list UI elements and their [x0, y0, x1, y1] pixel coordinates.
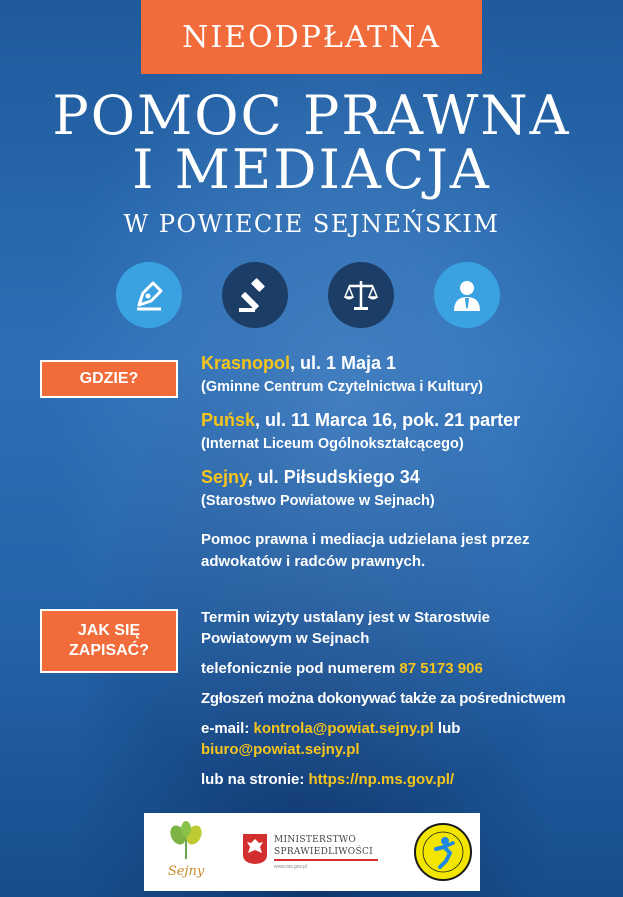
- location-note: (Starostwo Powiatowe w Sejnach): [201, 493, 435, 509]
- location-city: Krasnopol: [201, 353, 291, 373]
- title-line-1: POMOC PRAWNA: [52, 84, 571, 147]
- phone-number[interactable]: 87 5173 906: [399, 660, 483, 677]
- signup-line-1b: Powiatowym w Sejnach: [201, 630, 370, 647]
- ministry-url: www.ms.gov.pl: [274, 864, 307, 870]
- ministry-logo: [242, 827, 382, 877]
- gavel-icon: [222, 262, 288, 328]
- location-note: (Internat Liceum Ogólnokształcącego): [201, 436, 464, 452]
- description-line-1: Pomoc prawna i mediacja udzielana jest przez: [201, 531, 530, 548]
- alt-line: Zgłoszeń można dokonywać także za pośrednictwem: [201, 690, 566, 707]
- email-link-1[interactable]: kontrola@powiat.sejny.pl: [253, 720, 434, 737]
- top-banner: NIEODPŁATNA: [141, 0, 482, 74]
- lawyer-icon: [434, 262, 500, 328]
- phone-line: [201, 658, 611, 679]
- eagle-emblem-icon: [242, 833, 268, 865]
- signup-label: [40, 609, 178, 673]
- signup-label-line-2: ZAPISAĆ?: [69, 642, 149, 659]
- web-prefix: lub na stronie:: [201, 771, 309, 788]
- location-sejny: [201, 466, 611, 488]
- location-address: , ul. 1 Maja 1: [290, 353, 397, 373]
- signup-line-1a: Termin wizyty ustalany jest w Starostwie: [201, 609, 490, 626]
- logos-strip: [144, 813, 480, 891]
- where-label: GDZIE?: [40, 360, 178, 398]
- signup-label-line-1: JAK SIĘ: [77, 622, 141, 639]
- email-line: [201, 718, 611, 739]
- phone-prefix: telefonicznie pod numerem: [201, 660, 400, 677]
- location-punsk: [201, 409, 611, 431]
- location-city: Puńsk: [201, 410, 256, 430]
- web-link[interactable]: https://np.ms.gov.pl/: [308, 771, 455, 788]
- scales-icon: [328, 262, 394, 328]
- web-line: [201, 769, 611, 790]
- sejny-logo-text: Sejny: [167, 864, 205, 879]
- location-krasnopol: [201, 352, 611, 374]
- email-prefix: e-mail:: [201, 720, 254, 737]
- ministry-line-2: SPRAWIEDLIWOŚCI: [274, 847, 373, 857]
- activity-center-logo: [414, 823, 472, 881]
- email-line-2: [201, 739, 611, 760]
- location-note: (Gminne Centrum Czytelnictwa i Kultury): [201, 379, 483, 395]
- location-city: Sejny: [201, 467, 248, 487]
- email-link-2[interactable]: biuro@powiat.sejny.pl: [201, 741, 360, 758]
- ministry-divider: [274, 859, 378, 861]
- location-address: , ul. Piłsudskiego 34: [247, 467, 420, 487]
- location-address: , ul. 11 Marca 16, pok. 21 parter: [255, 410, 521, 430]
- email-join: lub: [433, 720, 461, 737]
- title-line-2: I MEDIACJA: [132, 138, 491, 201]
- subtitle: W POWIECIE SEJNEŃSKIM: [123, 210, 500, 238]
- ministry-line-1: MINISTERSTWO: [274, 835, 357, 845]
- sejny-logo: [164, 821, 208, 883]
- description-line-2: adwokatów i radców prawnych.: [201, 553, 426, 570]
- pen-icon: [116, 262, 182, 328]
